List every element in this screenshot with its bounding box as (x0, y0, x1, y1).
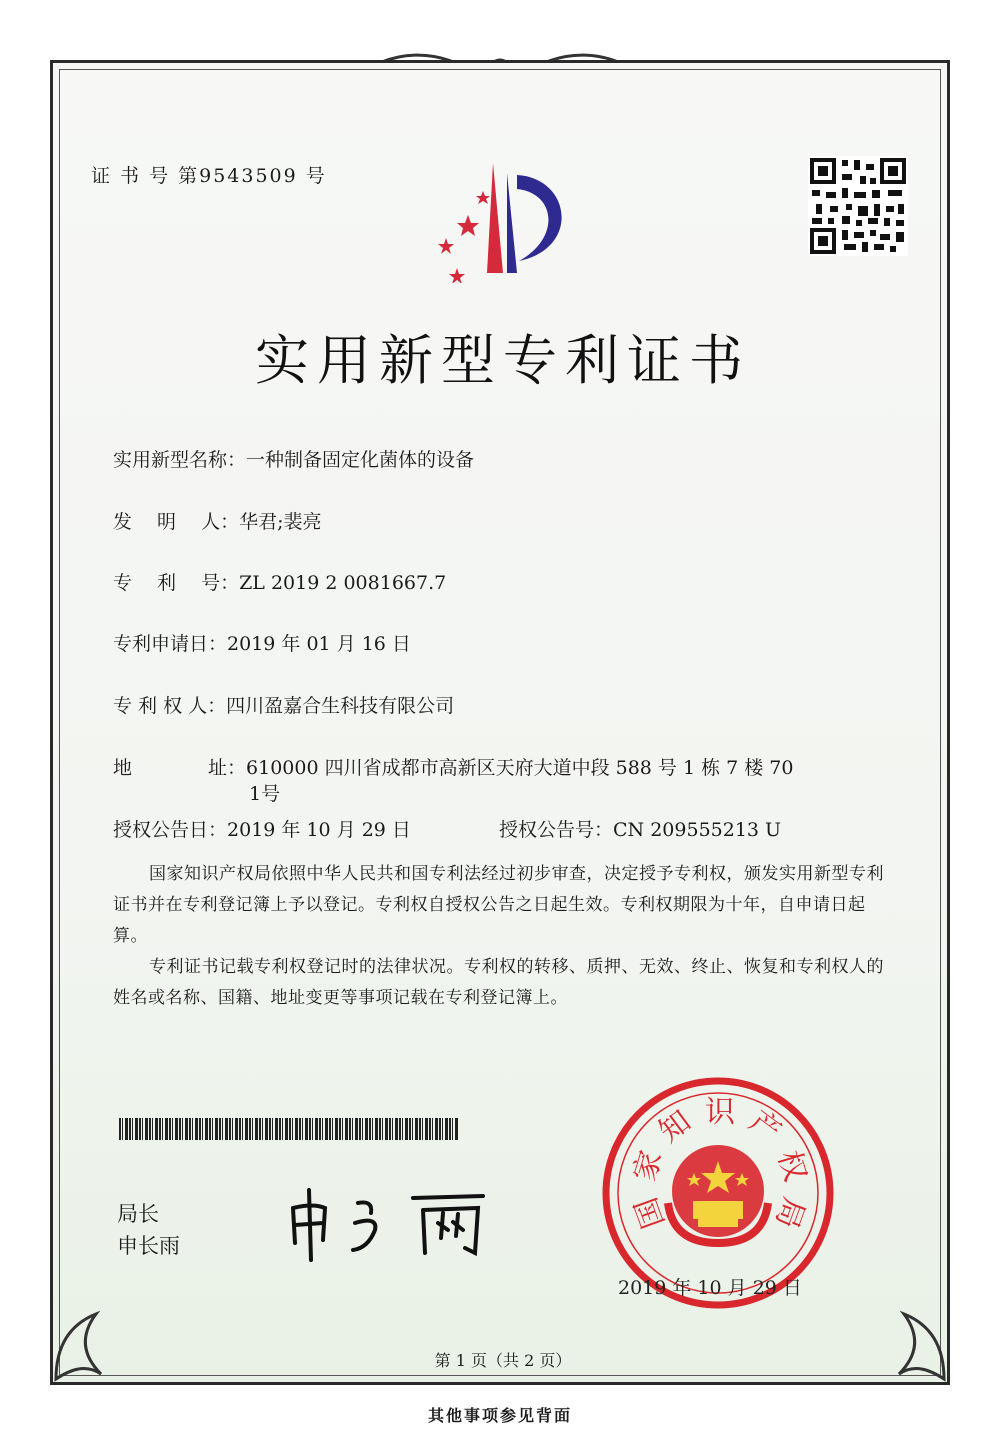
seal-char: 家 (627, 1146, 670, 1186)
legal-paragraph-2: 专利证书记载专利权登记时的法律状况。专利权的转移、质押、无效、终止、恢复和专利权人的姓名或名称、国籍、地址变更等事项记载在专利登记簿上。 (113, 957, 884, 1008)
field-grant-announcement-number (499, 815, 781, 842)
field-patentee (113, 691, 454, 718)
field-label: 授权公告号： (499, 819, 614, 841)
corner-ornament-bottom-right (869, 1304, 949, 1384)
field-label: 授权公告日： (113, 819, 228, 841)
field-label: 专 利 权 人： (113, 695, 227, 717)
seal-char: 产 (742, 1104, 787, 1151)
field-utility-model-name (113, 445, 474, 472)
field-address (113, 753, 793, 780)
legal-paragraph-1: 国家知识产权局依照中华人民共和国专利法经过初步审查，决定授予专利权，颁发实用新型专利证书并在专利登记簿上予以登记。专利权自授权公告之日起生效。专利权期限为十年，自申请日起算。 (113, 864, 884, 946)
page-indicator: 第 1 页（共 2 页） (434, 1351, 572, 1370)
field-value: ZL 2019 2 0081667.7 (239, 572, 447, 594)
seal-char: 国 (628, 1192, 672, 1233)
field-application-date (113, 629, 411, 656)
footer-note: 其他事项参见背面 (427, 1406, 572, 1425)
field-value: 2019 年 10 月 29 日 (227, 819, 411, 841)
seal-date: 2019 年 10 月 29 日 (618, 1277, 802, 1299)
field-inventors (113, 507, 322, 534)
seal-text (627, 1091, 813, 1281)
field-value: CN 209555213 U (613, 819, 782, 841)
handwritten-signature (283, 1178, 513, 1268)
seal-char: 识 (705, 1095, 735, 1130)
certificate-number: 证 书 号 第9543509 号 (91, 165, 327, 187)
field-value: 2019 年 01 月 16 日 (227, 633, 411, 655)
qr-code-icon (808, 156, 908, 256)
field-patent-number (113, 568, 446, 595)
field-label: 实用新型名称： (113, 449, 247, 471)
field-grant-announcement-date (113, 815, 411, 842)
field-label: 专利申请日： (113, 633, 228, 655)
certificate-sheet (50, 60, 950, 1385)
corner-ornament-bottom-left (51, 1304, 131, 1384)
field-value: 华君;裴亮 (239, 511, 322, 533)
field-value: 一种制备固定化菌体的设备 (246, 449, 475, 471)
field-address-line2: 1号 (249, 783, 281, 805)
field-label: 专 利 号： (113, 572, 240, 594)
signatory-title: 局长 (117, 1202, 159, 1226)
barcode (119, 1118, 459, 1140)
field-label: 发 明 人： (113, 511, 240, 533)
page-title: 实用新型专利证书 (255, 329, 751, 392)
seal-char: 知 (653, 1104, 698, 1151)
field-value: 610000 四川省成都市高新区天府大道中段 588 号 1 栋 7 楼 70 (246, 757, 794, 779)
seal-char: 局 (768, 1192, 812, 1233)
signatory-name: 申长雨 (117, 1234, 180, 1258)
cnipa-logo-icon (421, 153, 591, 283)
seal-char: 权 (770, 1146, 813, 1186)
field-label: 地 址： (113, 757, 247, 779)
field-value: 四川盈嘉合生科技有限公司 (226, 695, 455, 717)
